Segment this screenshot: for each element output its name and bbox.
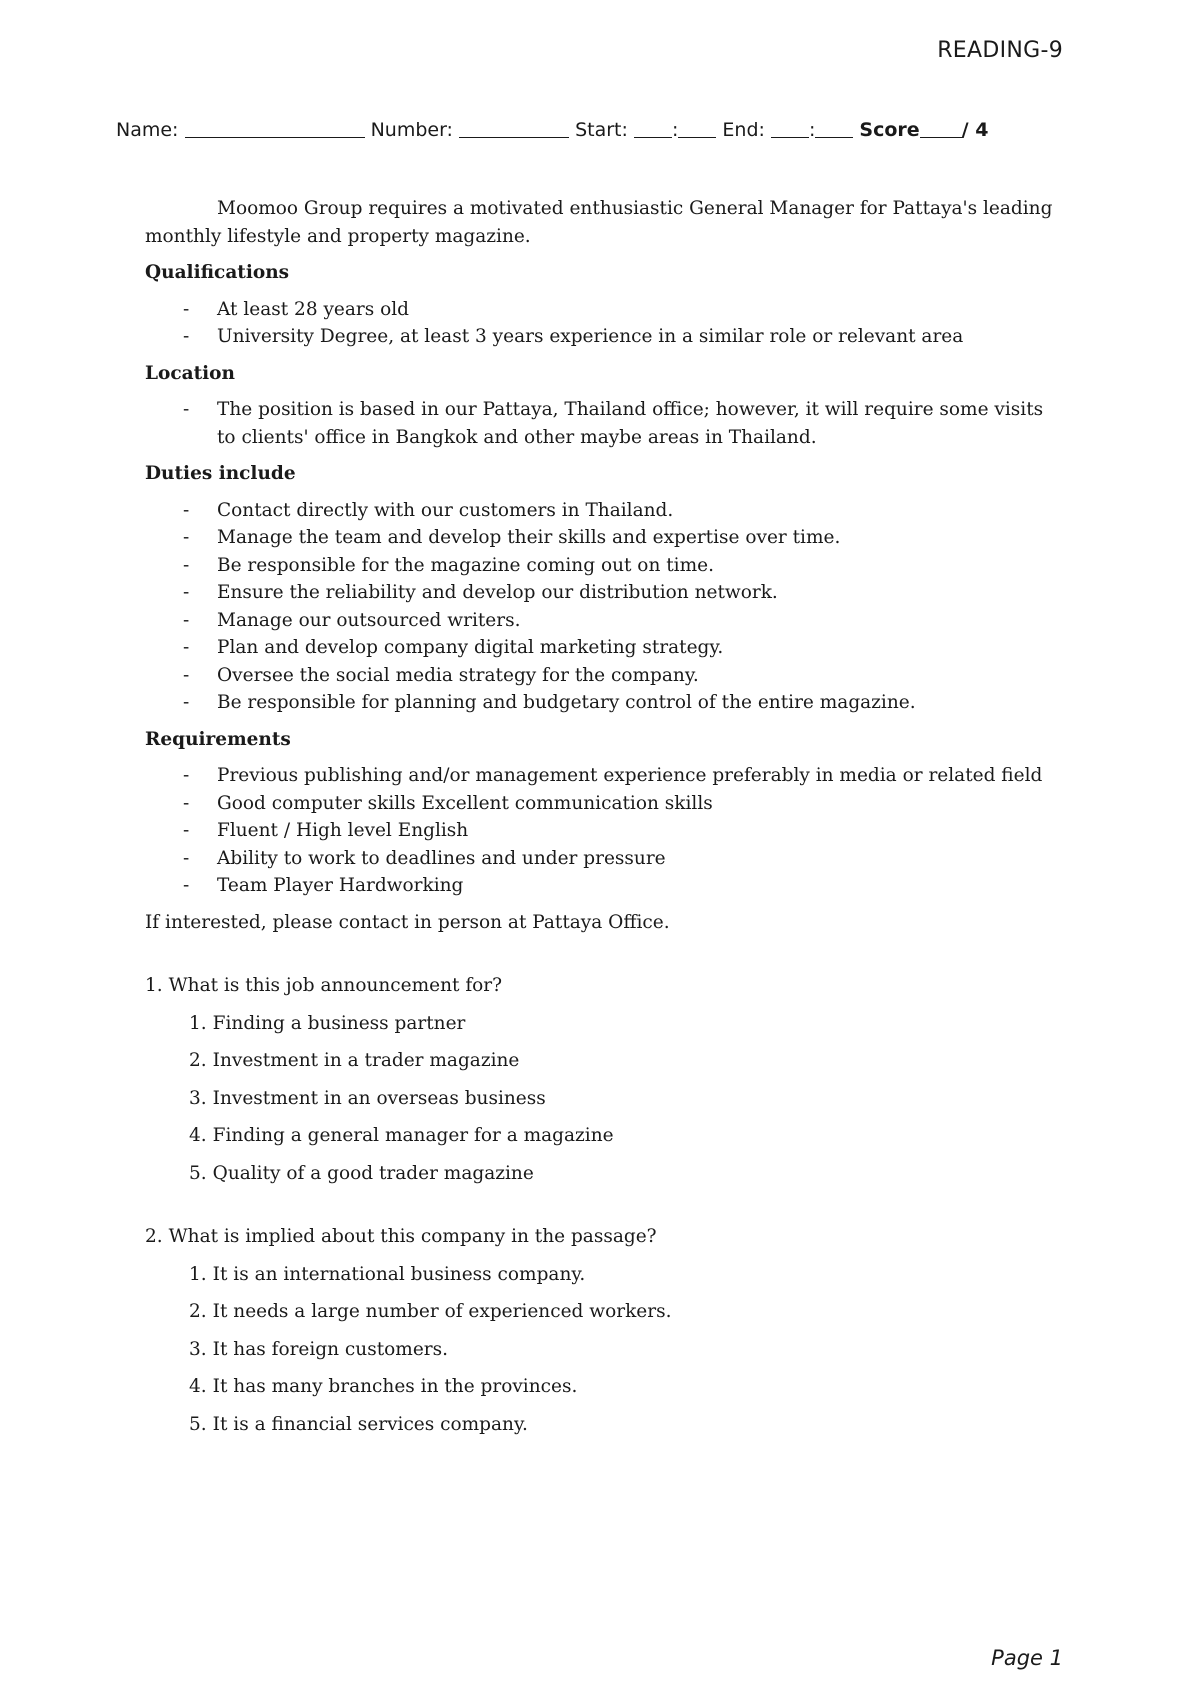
document-code: READING-9 bbox=[937, 38, 1063, 63]
question-prompt bbox=[145, 1223, 1065, 1251]
list-item-text: At least 28 years old bbox=[217, 298, 410, 320]
option-text: It is an international business company. bbox=[212, 1263, 586, 1285]
option-text: Finding a general manager for a magazine bbox=[212, 1125, 614, 1146]
student-info-line bbox=[116, 119, 988, 141]
list-item bbox=[145, 524, 1065, 552]
dash-bullet: - bbox=[183, 609, 190, 631]
question-1 bbox=[145, 972, 1065, 1187]
list-item bbox=[145, 552, 1065, 580]
answer-option[interactable] bbox=[189, 1298, 1065, 1326]
dash-bullet: - bbox=[183, 692, 190, 713]
dash-bullet: - bbox=[183, 298, 190, 320]
list-item-text: Plan and develop company digital marketing strategy. bbox=[217, 637, 724, 658]
option-number: 5. bbox=[189, 1162, 207, 1184]
section-list bbox=[145, 762, 1065, 900]
dash-bullet: - bbox=[183, 582, 190, 603]
end-time-separator: : bbox=[808, 119, 816, 141]
list-item bbox=[145, 845, 1065, 873]
end-label: End: bbox=[722, 119, 765, 141]
list-item-text: Team Player Hardworking bbox=[217, 875, 464, 896]
list-item-text: Good computer skills Excellent communication skills bbox=[217, 792, 713, 814]
list-item bbox=[145, 762, 1065, 790]
list-item bbox=[145, 323, 1065, 351]
name-blank[interactable] bbox=[185, 119, 365, 138]
dash-bullet: - bbox=[183, 637, 190, 658]
dash-bullet: - bbox=[183, 875, 190, 896]
section-heading: Requirements bbox=[145, 728, 291, 750]
list-item-text: Manage our outsourced writers. bbox=[217, 609, 521, 631]
list-item-text: Fluent / High level English bbox=[217, 820, 469, 841]
dash-bullet: - bbox=[183, 399, 190, 420]
section-list bbox=[145, 296, 1065, 351]
option-number: 3. bbox=[189, 1087, 207, 1109]
list-item bbox=[145, 579, 1065, 607]
list-item bbox=[145, 817, 1065, 845]
list-item-text: Ability to work to deadlines and under pressure bbox=[217, 847, 666, 869]
number-label: Number: bbox=[370, 119, 453, 141]
dash-bullet: - bbox=[183, 664, 190, 686]
answer-option[interactable] bbox=[189, 1122, 1065, 1150]
question-text: What is implied about this company in the passage? bbox=[168, 1226, 657, 1247]
section-heading: Qualifications bbox=[145, 262, 290, 283]
dash-bullet: - bbox=[183, 499, 190, 521]
section-heading: Duties include bbox=[145, 463, 296, 484]
section-list bbox=[145, 497, 1065, 717]
end-minute-blank[interactable] bbox=[815, 119, 853, 138]
option-number: 4. bbox=[189, 1125, 207, 1146]
list-item-text: Previous publishing and/or management experience preferably in media or related field bbox=[217, 765, 1043, 786]
list-item bbox=[145, 296, 1065, 324]
start-time-separator: : bbox=[671, 119, 679, 141]
answer-option[interactable] bbox=[189, 1373, 1065, 1401]
option-text: Finding a business partner bbox=[212, 1012, 466, 1034]
list-item-text: Manage the team and develop their skills and expertise over time. bbox=[217, 527, 841, 548]
name-label: Name: bbox=[116, 119, 179, 141]
option-text: Quality of a good trader magazine bbox=[212, 1162, 534, 1184]
answer-option[interactable] bbox=[189, 1261, 1065, 1289]
section-list bbox=[145, 396, 1065, 451]
number-blank[interactable] bbox=[459, 119, 569, 138]
option-number: 3. bbox=[189, 1338, 207, 1360]
section-heading: Location bbox=[145, 362, 235, 384]
passage-intro: Moomoo Group requires a motivated enthusiastic General Manager for Pattaya's leading monthly lifestyle and property magazine. bbox=[145, 198, 1053, 247]
list-item-text: The position is based in our Pattaya, Thailand office; however, it will require some visits to clients' office in Bangkok and other maybe areas in Thailand. bbox=[217, 399, 1044, 448]
dash-bullet: - bbox=[183, 820, 190, 841]
list-item bbox=[145, 634, 1065, 662]
question-text: What is this job announcement for? bbox=[168, 975, 503, 996]
document-body bbox=[145, 195, 1065, 1448]
option-text: Investment in a trader magazine bbox=[212, 1050, 520, 1071]
score-blank[interactable] bbox=[920, 119, 962, 138]
option-number: 1. bbox=[189, 1263, 207, 1285]
option-number: 2. bbox=[189, 1301, 207, 1322]
question-number: 1. bbox=[145, 975, 163, 996]
dash-bullet: - bbox=[183, 847, 190, 869]
section-location bbox=[145, 360, 1065, 452]
option-number: 4. bbox=[189, 1376, 207, 1397]
question-2 bbox=[145, 1223, 1065, 1438]
section-qualifications bbox=[145, 259, 1065, 351]
end-hour-blank[interactable] bbox=[771, 119, 809, 138]
answer-option[interactable] bbox=[189, 1160, 1065, 1188]
list-item-text: University Degree, at least 3 years experience in a similar role or relevant area bbox=[217, 326, 964, 347]
list-item bbox=[145, 662, 1065, 690]
list-item bbox=[145, 607, 1065, 635]
list-item bbox=[145, 790, 1065, 818]
list-item bbox=[145, 872, 1065, 900]
question-prompt bbox=[145, 972, 1065, 1000]
option-text: It is a financial services company. bbox=[212, 1413, 528, 1435]
start-hour-blank[interactable] bbox=[634, 119, 672, 138]
passage-closing: If interested, please contact in person at Pattaya Office. bbox=[145, 911, 670, 933]
dash-bullet: - bbox=[183, 527, 190, 548]
section-duties bbox=[145, 460, 1065, 717]
list-item bbox=[145, 497, 1065, 525]
option-text: Investment in an overseas business bbox=[212, 1087, 546, 1109]
option-number: 2. bbox=[189, 1050, 207, 1071]
list-item-text: Be responsible for the magazine coming out on time. bbox=[217, 554, 714, 576]
dash-bullet: - bbox=[183, 765, 190, 786]
option-text: It needs a large number of experienced workers. bbox=[212, 1301, 672, 1322]
page-number: Page 1 bbox=[991, 1646, 1063, 1670]
score-label: Score bbox=[859, 119, 920, 141]
list-item-text: Oversee the social media strategy for the company. bbox=[217, 664, 699, 686]
list-item-text: Ensure the reliability and develop our distribution network. bbox=[217, 582, 778, 603]
option-text: It has foreign customers. bbox=[212, 1338, 448, 1360]
dash-bullet: - bbox=[183, 554, 190, 576]
answer-option[interactable] bbox=[189, 1411, 1065, 1439]
option-number: 5. bbox=[189, 1413, 207, 1435]
list-item-text: Be responsible for planning and budgetary control of the entire magazine. bbox=[217, 692, 916, 713]
list-item bbox=[145, 689, 1065, 717]
answer-option[interactable] bbox=[189, 1047, 1065, 1075]
question-number: 2. bbox=[145, 1226, 163, 1247]
list-item bbox=[145, 396, 1065, 451]
section-requirements bbox=[145, 726, 1065, 900]
dash-bullet: - bbox=[183, 792, 190, 814]
answer-option[interactable] bbox=[189, 1085, 1065, 1113]
option-number: 1. bbox=[189, 1012, 207, 1034]
start-label: Start: bbox=[575, 119, 628, 141]
start-minute-blank[interactable] bbox=[678, 119, 716, 138]
answer-option[interactable] bbox=[189, 1336, 1065, 1364]
list-item-text: Contact directly with our customers in Thailand. bbox=[217, 499, 674, 521]
answer-option[interactable] bbox=[189, 1010, 1065, 1038]
option-text: It has many branches in the provinces. bbox=[212, 1376, 578, 1397]
score-total: / 4 bbox=[961, 119, 989, 141]
dash-bullet: - bbox=[183, 326, 190, 347]
